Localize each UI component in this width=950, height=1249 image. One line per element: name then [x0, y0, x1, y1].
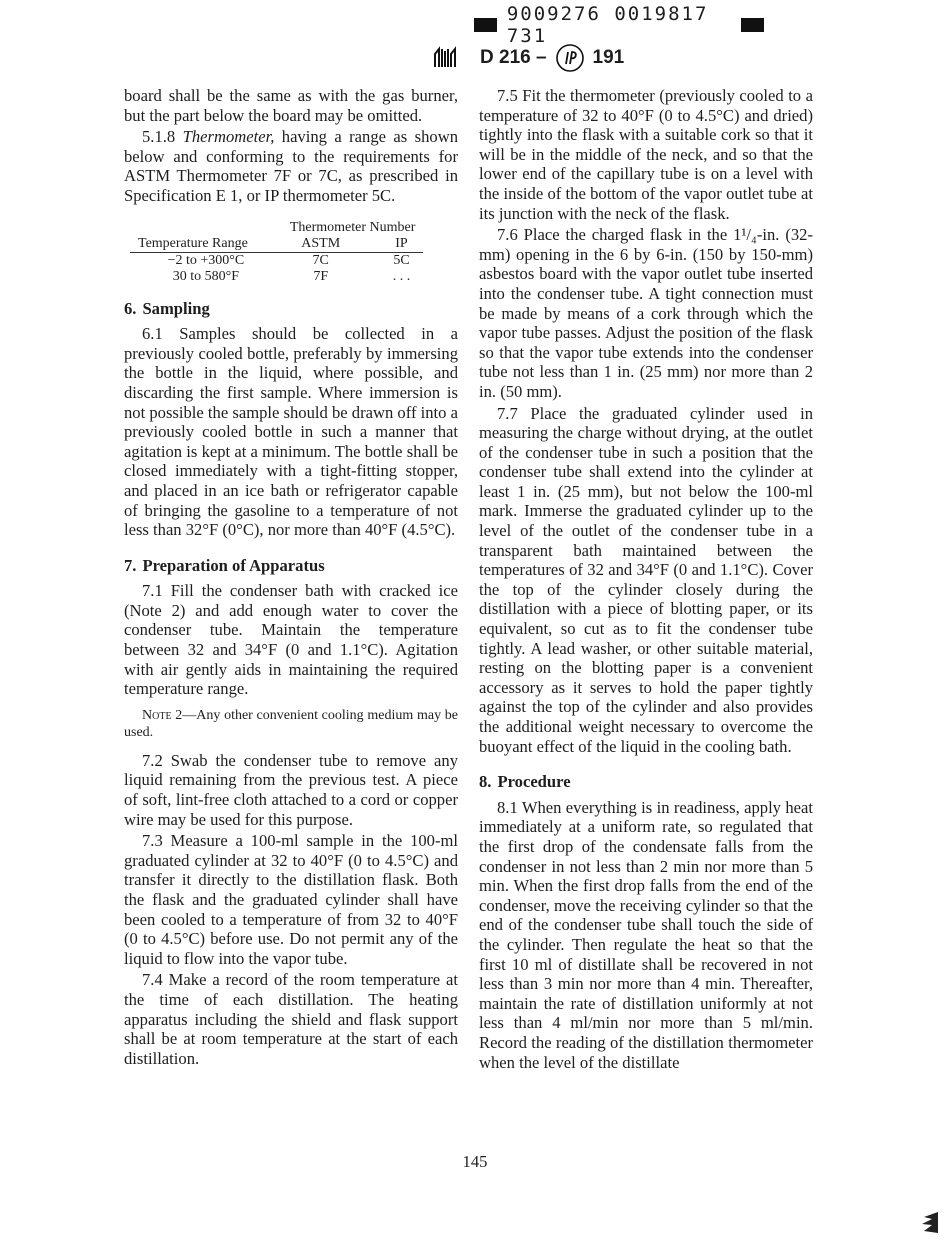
paragraph-7-6: 7.6 Place the charged flask in the 1¹/₄-in. (32-mm) opening in the 6 by 6-in. (150 by 150-mm) asbestos board with the vapor outlet tube inserted into the condenser tube. A tight connection must be made by means of a cork through which the vapor tube passes. Adjust the position of the flask so that the vapor tube extends into the condenser tube not less than 1 in. (25 mm) nor more than 2 in. (50 mm).	[479, 225, 813, 401]
ip-logo-icon	[555, 43, 585, 73]
paragraph-6-1: 6.1 Samples should be collected in a previously cooled bottle, preferably by immersing the bottle in the liquid, where possible, and discarding the first sample. Where immersion is not possible the sample should be drawn off into a previously cooled bottle in such a manner that agitation is kept at a minimum. The bottle shall be closed immediately with a tight-fitting stopper, and placed in an ice bath or refrigerator capable of bringing the gasoline to a temperature of not less than 32°F (0°C), nor more than 40°F (4.5°C).	[124, 324, 458, 540]
section-heading-8	[479, 772, 813, 792]
paragraph-5-1-8-text: having a range as shown below and conforming to the requirements for ASTM Thermometer 7F or 7C, as prescribed in Specification E 1, or IP thermometer 5C.	[124, 127, 458, 205]
barcode-block-right	[741, 18, 764, 32]
table-header-astm: ASTM	[282, 236, 380, 253]
section-number-5-1-8: 5.1.8	[142, 127, 176, 147]
section-number: 6.	[124, 298, 137, 318]
barcode-block-left	[474, 18, 497, 32]
section-number: 7.	[124, 555, 137, 575]
section-heading-7	[124, 556, 458, 576]
scan-corner-icon	[918, 1209, 942, 1235]
section-title: Sampling	[142, 298, 210, 318]
designation-suffix: 191	[592, 47, 625, 68]
section-title: Preparation of Apparatus	[142, 555, 325, 575]
table-group-header-row	[130, 220, 423, 236]
note-label: Note 2	[142, 707, 183, 723]
page-header	[432, 42, 624, 74]
designation-prefix: D 216 –	[480, 47, 547, 68]
table-cell-astm: 7C	[312, 252, 329, 268]
note-2	[124, 707, 458, 741]
paragraph-7-3: 7.3 Measure a 100-ml sample in the 100-ml graduated cylinder at 32 to 40°F (0 to 4.5°C) and transfer it directly to the distillation flask. Both the flask and the graduated cylinder shall have been cooled to a temperature of from 32 to 40°F (0 to 4.5°C) before use. Do not permit any of the liquid to flow into the vapor tube.	[124, 831, 458, 968]
table-cell-astm: 7F	[313, 268, 329, 284]
table-header-range: Temperature Range	[130, 236, 282, 253]
paragraph-7-4: 7.4 Make a record of the room temperature at the time of each distillation. The heating apparatus including the shield and flask support shall be at room temperature at the start of each distillation.	[124, 970, 458, 1068]
table-cell-ip: . . .	[392, 268, 411, 284]
note-text: —Any other convenient cooling medium may be used.	[124, 707, 458, 740]
table-header-ip: IP	[380, 236, 424, 253]
section-title: Procedure	[497, 772, 571, 792]
section-number: 8.	[479, 772, 492, 792]
paragraph-7-5: 7.5 Fit the thermometer (previously cooled to a temperature of 32 to 40°F (0 to 4.5°C) and dried) tightly into the flask with a suitable cork so that it will be in the middle of the neck, and so that the lower end of the capillary tube is on a level with the inside of the bottom of the vapor outlet tube at its junction with the neck of the flask.	[479, 86, 813, 223]
astm-logo-icon	[432, 45, 458, 71]
paragraph-8-1: 8.1 When everything is in readiness, apply heat immediately at a uniform rate, so regulated that the first drop of the condensate falls from the condenser in not less than 2 min nor more than 5 min. When the first drop falls from the end of the condenser, move the receiving cylinder so that the end of the condenser tube shall touch the side of the cylinder. Then regulate the heat so that the first 10 ml of distillate shall be recovered in not less than 3 min nor more than 4 min. Thereafter, maintain the rate of distillation uniformly at not less than 4 ml/min nor more than 5 ml/min. Record the reading of the distillation thermometer when the level of the distillate	[479, 797, 813, 1072]
right-column	[479, 86, 813, 1072]
table-row	[130, 252, 423, 269]
term-thermometer: Thermometer,	[182, 127, 275, 147]
table-cell-range: 30 to 580°F	[172, 268, 240, 284]
thermometer-table	[130, 220, 423, 285]
paragraph-7-7: 7.7 Place the graduated cylinder used in measuring the charge without drying, at the outlet of the condenser tube in such a position that the condenser tube shall extend into the cylinder at least 1 in. (25 mm), but not below the 100-ml mark. Immerse the graduated cylinder up to the level of the outlet of the condenser tube in a transparent bath maintained between the temperatures of 32 and 34°F (0 and 1.1°C). Cover the top of the cylinder closely during the distillation with a piece of blotting paper, or its equivalent, so cut as to fit the condenser tube tightly. A lead washer, or other suitable material, resting on the blotting paper is a convenient accessory as it serves to hold the paper tightly against the top of the cylinder and also provides the additional weight necessary to overcome the buoyant effect of the liquid in the cooling bath.	[479, 403, 813, 756]
table-cell-ip: 5C	[393, 252, 410, 268]
barcode-text: 9009276 0019817 731	[506, 3, 709, 47]
left-column	[124, 86, 458, 1068]
paragraph-7-2: 7.2 Swab the condenser tube to remove any liquid remaining from the previous test. A piece of soft, lint-free cloth attached to a cord or copper wire may be used for this purpose.	[124, 750, 458, 829]
paragraph-intro: board shall be the same as with the gas burner, but the part below the board may be omitted.	[124, 86, 458, 125]
designation	[480, 43, 624, 73]
table-row	[130, 269, 423, 285]
paragraph-7-1: 7.1 Fill the condenser bath with cracked ice (Note 2) and add enough water to cover the condenser tube. Maintain the temperature between 32 and 34°F (0 and 1.1°C). Agitation with air gently aids in maintaining the required temperature range.	[124, 581, 458, 699]
table-group-header: Thermometer Number	[289, 219, 416, 235]
page-number: 145	[462, 1152, 488, 1171]
section-heading-6	[124, 299, 458, 319]
table-cell-range: −2 to +300°C	[167, 252, 245, 268]
table-header-row	[130, 236, 423, 253]
paragraph-5-1-8	[124, 127, 458, 205]
barcode-strip	[474, 3, 764, 47]
